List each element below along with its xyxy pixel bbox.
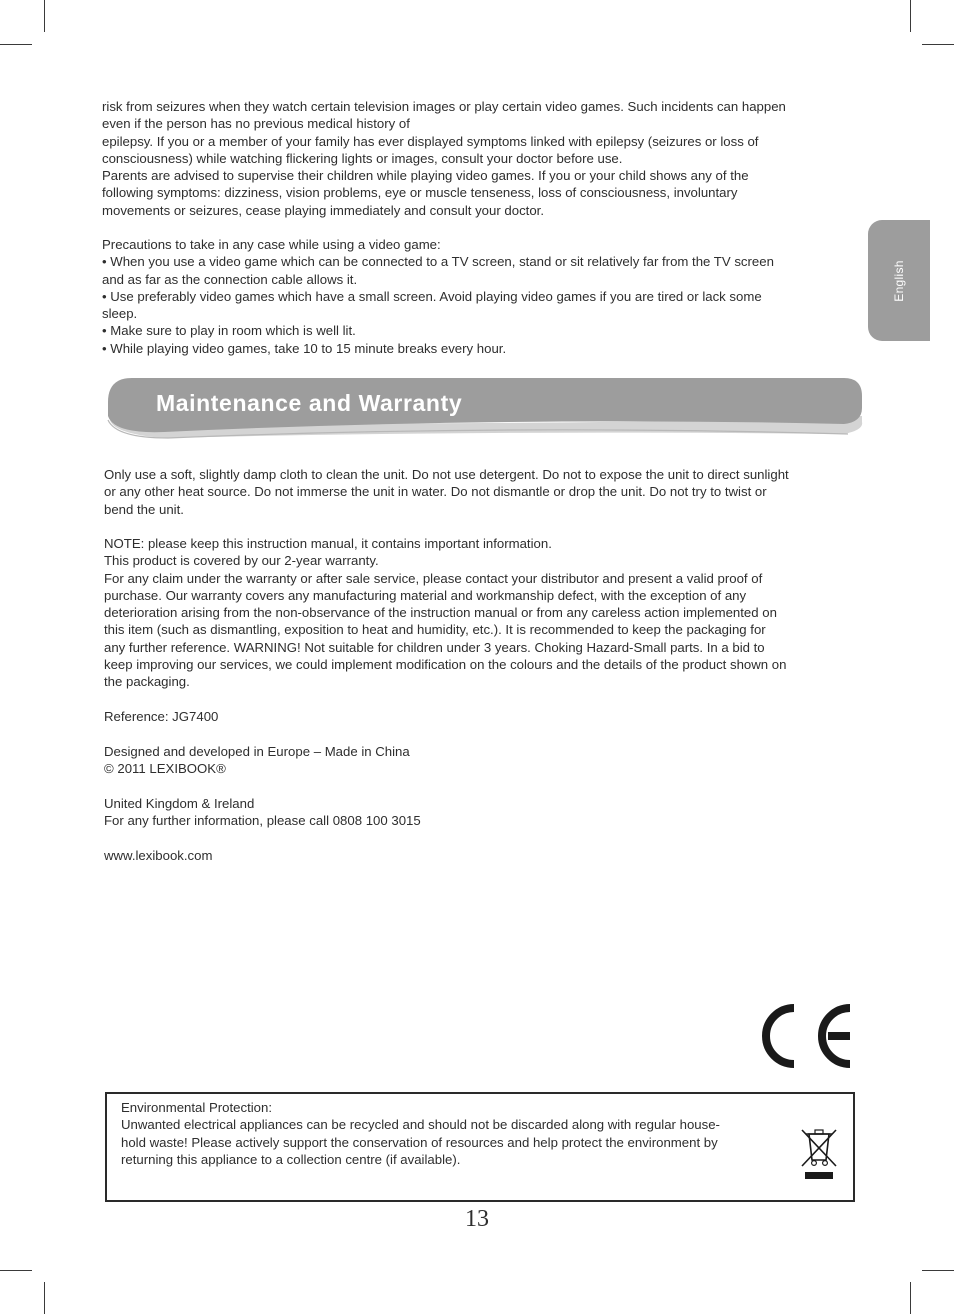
precaution-item: • Use preferably video games which have a small screen. Avoid playing video games if you are tired or lack some [102,288,762,304]
phone-line: For any further information, please call 0808 100 3015 [104,813,421,829]
precaution-item: • Make sure to play in room which is well lit. [102,323,356,339]
crop-mark [44,1282,45,1314]
page-number: 13 [465,1206,489,1232]
crossed-out-bin-icon [800,1126,838,1182]
precaution-item: sleep. [102,306,138,322]
contact-text [104,795,421,830]
text-line: movements or seizures, cease playing immediately and consult your doctor. [102,202,544,218]
origin-line: Designed and developed in Europe – Made in China [104,744,410,759]
text-line: following symptoms: dizziness, vision problems, eye or muscle tenseness, loss of consciousness, involuntary [102,185,738,201]
crop-mark [0,1270,32,1271]
precautions-heading: Precautions to take in any case while using a video game: [102,237,441,252]
precaution-item: • While playing video games, take 10 to 15 minute breaks every hour. [102,340,507,356]
copyright-line: © 2011 LEXIBOOK® [104,761,226,777]
environmental-notice [105,1092,855,1202]
section-title: Maintenance and Warranty [156,390,463,416]
text-line: purchase. Our warranty covers any manufacturing material and workmanship defect, with the exception of any [104,587,747,603]
text-line: Unwanted electrical appliances can be recycled and should not be discarded along with regular house- [121,1117,720,1133]
maintenance-text [104,466,864,518]
text-line: For any claim under the warranty or after sale service, please contact your distributor and present a valid proof of [104,570,763,586]
text-line: bend the unit. [104,501,184,517]
text-line: Parents are advised to supervise their children while playing video games. If you or your child shows any of the [102,168,749,184]
text-line: Only use a soft, slightly damp cloth to clean the unit. Do not use detergent. Do not to expose the unit to direct sunlight [104,467,789,482]
crop-mark [910,0,911,32]
text-line: or any other heat source. Do not immerse the unit in water. Do not dismantle or drop the unit. Do not try to twist or [104,484,767,500]
crop-mark [0,44,32,45]
text-line: risk from seizures when they watch certain television images or play certain video games. Such incidents can happen [102,99,786,114]
reference-text: Reference: JG7400 [104,709,219,724]
text-line: deterioration arising from the non-observance of the instruction manual or from any careless action implemented on [104,605,777,621]
warranty-text [104,535,864,691]
website-text: www.lexibook.com [104,848,213,863]
origin-text [104,743,410,778]
crop-mark [44,0,45,32]
language-tab [868,220,930,341]
crop-mark [922,1270,954,1271]
text-line: keep improving our services, we could implement modification on the colours and the details of the product shown on [104,657,787,673]
precaution-item: and as far as the connection cable allows it. [102,271,358,287]
text-line: this item (such as dismantling, exposition to heat and humidity, etc.). It is recommended to keep the packaging for [104,622,766,638]
ce-mark-icon [762,1003,854,1069]
text-line: even if the person has no previous medical history of [102,116,410,132]
text-line: NOTE: please keep this instruction manual, it contains important information. [104,536,552,551]
text-line: the packaging. [104,674,190,690]
crop-mark [910,1282,911,1314]
text-line: consciousness) while watching flickering lights or images, consult your doctor before use. [102,150,623,166]
language-tab-label: English [892,259,906,302]
crop-mark [922,44,954,45]
region-line: United Kingdom & Ireland [104,796,255,811]
environmental-heading: Environmental Protection: [121,1100,272,1115]
text-line: This product is covered by our 2-year warranty. [104,553,379,569]
environmental-text [121,1099,781,1168]
text-line: epilepsy. If you or a member of your family has ever displayed symptoms linked with epilepsy (seizures or loss of [102,133,759,149]
epilepsy-warning-text [102,98,862,219]
text-line: any further reference. WARNING! Not suitable for children under 3 years. Choking Hazard-Small parts. In a bid to [104,639,765,655]
text-line: hold waste! Please actively support the conservation of resources and help protect the environment by [121,1134,718,1150]
precautions-list [102,236,862,357]
precaution-item: • When you use a video game which can be connected to a TV screen, stand or sit relatively far from the TV screen [102,254,774,270]
text-line: returning this appliance to a collection centre (if available). [121,1151,461,1167]
